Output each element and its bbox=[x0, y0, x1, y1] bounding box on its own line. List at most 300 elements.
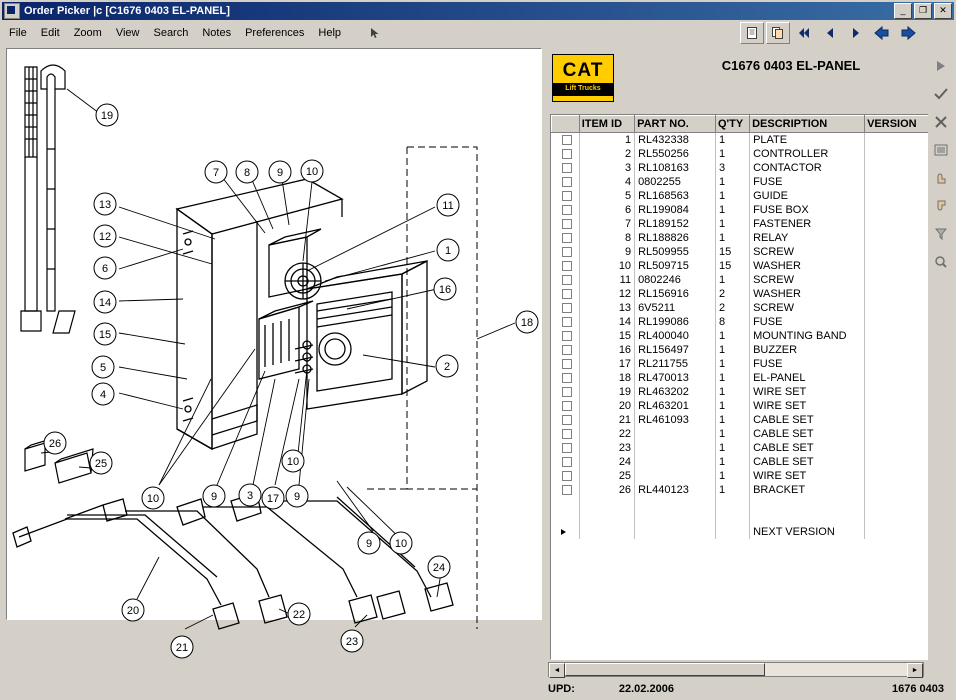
cell-description: SCREW bbox=[750, 301, 865, 315]
svg-text:10: 10 bbox=[286, 456, 300, 468]
parts-diagram bbox=[7, 49, 541, 654]
svg-text:13: 13 bbox=[98, 199, 112, 211]
svg-text:7: 7 bbox=[212, 167, 220, 179]
cell-version bbox=[865, 287, 929, 301]
svg-text:3: 3 bbox=[246, 490, 254, 502]
cell-description: CONTROLLER bbox=[750, 147, 865, 161]
cell-version bbox=[865, 315, 929, 329]
cell-part-no: RL199084 bbox=[635, 203, 716, 217]
table-row[interactable] bbox=[552, 203, 929, 217]
row-select-checkbox[interactable] bbox=[552, 427, 580, 441]
parts-list-pane bbox=[546, 46, 928, 680]
cell-item-id: 6 bbox=[579, 203, 634, 217]
row-select-checkbox[interactable] bbox=[552, 133, 580, 148]
parts-table bbox=[551, 115, 929, 539]
menu-item-preferences[interactable]: Preferences bbox=[245, 27, 305, 39]
status-update-date: 22.02.2006 bbox=[618, 683, 674, 695]
cell-item-id: 25 bbox=[579, 469, 634, 483]
table-row[interactable] bbox=[552, 357, 929, 371]
cell-description: FUSE bbox=[750, 175, 865, 189]
cell-description: FUSE bbox=[750, 357, 865, 371]
svg-text:25: 25 bbox=[94, 458, 108, 470]
svg-text:16: 16 bbox=[438, 284, 452, 296]
svg-text:17: 17 bbox=[266, 493, 280, 505]
cell-description: CABLE SET bbox=[750, 413, 865, 427]
cell-part-no: RL461093 bbox=[635, 413, 716, 427]
document-toolbar bbox=[440, 22, 954, 44]
cancel-button[interactable] bbox=[930, 112, 952, 132]
cell-description: MOUNTING BAND bbox=[750, 329, 865, 343]
cell-version bbox=[865, 357, 929, 371]
status-bar bbox=[546, 680, 954, 698]
checkbox-icon[interactable] bbox=[562, 275, 572, 285]
cell-qty: 1 bbox=[716, 357, 750, 371]
svg-text:6: 6 bbox=[101, 263, 109, 275]
parts-table-body bbox=[552, 133, 929, 540]
cell-part-no: RL463201 bbox=[635, 399, 716, 413]
checkbox-icon[interactable] bbox=[562, 219, 572, 229]
svg-text:9: 9 bbox=[210, 491, 218, 503]
scroll-right-button[interactable]: ► bbox=[907, 663, 923, 678]
cell-part-no: RL156497 bbox=[635, 343, 716, 357]
cell-description: FUSE BOX bbox=[750, 203, 865, 217]
menu-item-edit[interactable]: Edit bbox=[40, 27, 60, 39]
table-row[interactable] bbox=[552, 371, 929, 385]
cell-version bbox=[865, 217, 929, 231]
hand-up-button[interactable] bbox=[930, 168, 952, 188]
table-row[interactable] bbox=[552, 483, 929, 497]
diagram-pane[interactable] bbox=[6, 48, 542, 654]
cell-item-id: 4 bbox=[579, 175, 634, 189]
cell-qty: 1 bbox=[716, 413, 750, 427]
cell-item-id: 8 bbox=[579, 231, 634, 245]
svg-text:10: 10 bbox=[305, 166, 319, 178]
cell-version bbox=[865, 273, 929, 287]
checkbox-icon[interactable] bbox=[562, 415, 572, 425]
checkbox-icon[interactable] bbox=[562, 485, 572, 495]
cell-description: WASHER bbox=[750, 259, 865, 273]
column-header-part-no[interactable]: PART NO. bbox=[635, 116, 716, 133]
back-button[interactable] bbox=[870, 22, 894, 44]
cell-item-id: 20 bbox=[579, 399, 634, 413]
cell-version bbox=[865, 455, 929, 469]
row-select-checkbox[interactable] bbox=[552, 259, 580, 273]
cell-version bbox=[865, 371, 929, 385]
svg-text:10: 10 bbox=[146, 493, 160, 505]
svg-text:4: 4 bbox=[99, 389, 107, 401]
cell-item-id: 15 bbox=[579, 329, 634, 343]
cell-version bbox=[865, 399, 929, 413]
cell-version bbox=[865, 161, 929, 175]
table-row[interactable] bbox=[552, 399, 929, 413]
cell-part-no bbox=[635, 441, 716, 455]
maximize-button[interactable]: ❐ bbox=[914, 3, 932, 19]
cell-item-id: 21 bbox=[579, 413, 634, 427]
cell-version bbox=[865, 245, 929, 259]
cell-item-id: 1 bbox=[579, 133, 634, 148]
cell-qty: 1 bbox=[716, 231, 750, 245]
row-select-checkbox[interactable] bbox=[552, 147, 580, 161]
table-row[interactable] bbox=[552, 133, 929, 148]
cell-part-no: 6V5211 bbox=[635, 301, 716, 315]
cell-version bbox=[865, 329, 929, 343]
close-button[interactable]: ✕ bbox=[934, 3, 952, 19]
row-select-checkbox[interactable] bbox=[552, 161, 580, 175]
table-row[interactable] bbox=[552, 385, 929, 399]
row-select-checkbox[interactable] bbox=[552, 413, 580, 427]
cell-description: SCREW bbox=[750, 273, 865, 287]
checkbox-icon[interactable] bbox=[562, 163, 572, 173]
cell-qty: 1 bbox=[716, 273, 750, 287]
table-row[interactable] bbox=[552, 231, 929, 245]
cell-description: GUIDE bbox=[750, 189, 865, 203]
checkbox-icon[interactable] bbox=[562, 261, 572, 271]
cell-part-no: RL509955 bbox=[635, 245, 716, 259]
magnifier-button[interactable] bbox=[930, 252, 952, 272]
table-row[interactable] bbox=[552, 175, 929, 189]
table-row[interactable] bbox=[552, 147, 929, 161]
checkbox-icon[interactable] bbox=[562, 331, 572, 341]
checkbox-icon[interactable] bbox=[562, 345, 572, 355]
cell-next-version: NEXT VERSION bbox=[750, 525, 865, 539]
cell-item-id: 9 bbox=[579, 245, 634, 259]
cell-qty: 1 bbox=[716, 175, 750, 189]
scroll-track[interactable] bbox=[565, 663, 907, 676]
cell-version bbox=[865, 301, 929, 315]
minimize-button[interactable]: _ bbox=[894, 3, 912, 19]
cell-item-id: 22 bbox=[579, 427, 634, 441]
cell-item-id: 5 bbox=[579, 189, 634, 203]
checkbox-icon[interactable] bbox=[562, 205, 572, 215]
svg-text:14: 14 bbox=[98, 297, 112, 309]
cell-qty: 8 bbox=[716, 315, 750, 329]
column-header-item-id[interactable]: ITEM ID bbox=[579, 116, 634, 133]
cell-version bbox=[865, 385, 929, 399]
cell-qty: 1 bbox=[716, 441, 750, 455]
svg-text:11: 11 bbox=[442, 200, 454, 212]
cell-qty: 3 bbox=[716, 161, 750, 175]
checkbox-icon[interactable] bbox=[562, 429, 572, 439]
cell-description: CABLE SET bbox=[750, 441, 865, 455]
hand-down-button[interactable] bbox=[930, 196, 952, 216]
cell-version bbox=[865, 441, 929, 455]
table-spacer-row bbox=[552, 511, 929, 525]
status-update-label: UPD: bbox=[548, 683, 575, 695]
table-row[interactable] bbox=[552, 427, 929, 441]
cell-qty: 1 bbox=[716, 371, 750, 385]
column-header-select[interactable] bbox=[552, 116, 580, 133]
cell-empty bbox=[635, 525, 716, 539]
menu-item-view[interactable]: View bbox=[115, 27, 140, 39]
table-row[interactable] bbox=[552, 301, 929, 315]
checkbox-icon[interactable] bbox=[562, 303, 572, 313]
cell-item-id: 19 bbox=[579, 385, 634, 399]
row-select-checkbox[interactable] bbox=[552, 483, 580, 497]
cell-version bbox=[865, 343, 929, 357]
cell-description: FASTENER bbox=[750, 217, 865, 231]
cell-part-no: RL108163 bbox=[635, 161, 716, 175]
checkbox-icon[interactable] bbox=[562, 317, 572, 327]
cell-qty: 1 bbox=[716, 203, 750, 217]
cell-qty: 15 bbox=[716, 245, 750, 259]
svg-text:23: 23 bbox=[345, 636, 359, 648]
table-row[interactable] bbox=[552, 245, 929, 259]
row-select-checkbox[interactable] bbox=[552, 385, 580, 399]
table-row[interactable] bbox=[552, 343, 929, 357]
svg-text:19: 19 bbox=[100, 110, 114, 122]
parts-table-container[interactable] bbox=[550, 114, 930, 660]
menu-item-help[interactable]: Help bbox=[318, 27, 342, 39]
row-select-checkbox[interactable] bbox=[552, 357, 580, 371]
menu-item-zoom[interactable]: Zoom bbox=[73, 27, 102, 39]
cell-version bbox=[865, 469, 929, 483]
status-document-code: 1676 0403 bbox=[892, 683, 944, 695]
menu-item-search[interactable]: Search bbox=[153, 27, 189, 39]
svg-text:15: 15 bbox=[98, 329, 112, 341]
cell-item-id: 17 bbox=[579, 357, 634, 371]
checkbox-icon[interactable] bbox=[562, 233, 572, 243]
cell-version bbox=[865, 483, 929, 497]
checkbox-icon[interactable] bbox=[562, 289, 572, 299]
cell-qty: 1 bbox=[716, 399, 750, 413]
cell-part-no: RL440123 bbox=[635, 483, 716, 497]
table-spacer-row bbox=[552, 497, 929, 511]
cell-qty: 1 bbox=[716, 385, 750, 399]
cell-empty bbox=[865, 525, 929, 539]
cell-qty: 1 bbox=[716, 217, 750, 231]
cell-part-no: RL211755 bbox=[635, 357, 716, 371]
table-row[interactable] bbox=[552, 161, 929, 175]
table-row[interactable] bbox=[552, 329, 929, 343]
confirm-button[interactable] bbox=[930, 84, 952, 104]
row-select-checkbox[interactable] bbox=[552, 315, 580, 329]
cell-description: WIRE SET bbox=[750, 385, 865, 399]
svg-text:10: 10 bbox=[394, 538, 408, 550]
forward-button[interactable] bbox=[896, 22, 920, 44]
cell-description: BUZZER bbox=[750, 343, 865, 357]
cell-part-no bbox=[635, 455, 716, 469]
svg-text:24: 24 bbox=[432, 562, 446, 574]
cell-part-no: RL470013 bbox=[635, 371, 716, 385]
svg-text:12: 12 bbox=[98, 231, 112, 243]
previous-page-button[interactable] bbox=[818, 22, 842, 44]
cell-description: WIRE SET bbox=[750, 469, 865, 483]
row-select-checkbox[interactable] bbox=[552, 175, 580, 189]
table-row[interactable] bbox=[552, 455, 929, 469]
row-select-checkbox[interactable] bbox=[552, 231, 580, 245]
cell-item-id: 16 bbox=[579, 343, 634, 357]
row-select-checkbox[interactable] bbox=[552, 287, 580, 301]
cell-part-no: 0802255 bbox=[635, 175, 716, 189]
table-row[interactable] bbox=[552, 441, 929, 455]
table-row[interactable] bbox=[552, 217, 929, 231]
copy-document-button[interactable] bbox=[766, 22, 790, 44]
cell-version bbox=[865, 259, 929, 273]
window-title: Order Picker |c [C1676 0403 EL-PANEL] bbox=[24, 5, 230, 17]
application-icon bbox=[4, 3, 20, 19]
list-button[interactable] bbox=[930, 140, 952, 160]
checkbox-icon[interactable] bbox=[562, 471, 572, 481]
svg-text:22: 22 bbox=[292, 609, 306, 621]
cell-qty: 1 bbox=[716, 147, 750, 161]
cell-part-no: RL509715 bbox=[635, 259, 716, 273]
svg-text:26: 26 bbox=[48, 438, 62, 450]
pointer-tool-button[interactable] bbox=[364, 23, 386, 43]
column-header-description[interactable]: DESCRIPTION bbox=[750, 116, 865, 133]
row-select-checkbox[interactable] bbox=[552, 399, 580, 413]
table-row[interactable] bbox=[552, 273, 929, 287]
cell-empty bbox=[716, 525, 750, 539]
svg-text:9: 9 bbox=[365, 538, 373, 550]
cell-qty: 2 bbox=[716, 301, 750, 315]
table-row[interactable] bbox=[552, 315, 929, 329]
cell-item-id: 18 bbox=[579, 371, 634, 385]
cell-description: CABLE SET bbox=[750, 455, 865, 469]
cell-part-no: RL199086 bbox=[635, 315, 716, 329]
checkbox-icon[interactable] bbox=[562, 247, 572, 257]
row-select-checkbox[interactable] bbox=[552, 217, 580, 231]
cell-version bbox=[865, 231, 929, 245]
checkbox-icon[interactable] bbox=[562, 177, 572, 187]
checkbox-icon[interactable] bbox=[562, 401, 572, 411]
cell-description: EL-PANEL bbox=[750, 371, 865, 385]
document-header: C1676 0403 EL-PANEL bbox=[721, 58, 861, 73]
svg-text:1: 1 bbox=[444, 245, 452, 257]
cell-qty: 1 bbox=[716, 133, 750, 148]
cell-version bbox=[865, 133, 929, 148]
cell-qty: 1 bbox=[716, 343, 750, 357]
first-page-button[interactable] bbox=[792, 22, 816, 44]
current-row-marker bbox=[552, 525, 580, 539]
new-document-button[interactable] bbox=[740, 22, 764, 44]
cell-description: CONTACTOR bbox=[750, 161, 865, 175]
table-row[interactable] bbox=[552, 469, 929, 483]
parts-table-hscrollbar[interactable] bbox=[548, 662, 924, 677]
cell-item-id: 13 bbox=[579, 301, 634, 315]
play-button[interactable] bbox=[930, 56, 952, 76]
cell-version bbox=[865, 147, 929, 161]
cell-part-no: 0802246 bbox=[635, 273, 716, 287]
cell-part-no: RL550256 bbox=[635, 147, 716, 161]
cell-description: FUSE bbox=[750, 315, 865, 329]
checkbox-icon[interactable] bbox=[562, 149, 572, 159]
row-select-checkbox[interactable] bbox=[552, 343, 580, 357]
cell-version bbox=[865, 189, 929, 203]
cell-item-id: 24 bbox=[579, 455, 634, 469]
menu-item-notes[interactable]: Notes bbox=[202, 27, 232, 39]
cell-description: WASHER bbox=[750, 287, 865, 301]
cell-description: RELAY bbox=[750, 231, 865, 245]
row-select-checkbox[interactable] bbox=[552, 441, 580, 455]
table-row[interactable] bbox=[552, 287, 929, 301]
checkbox-icon[interactable] bbox=[562, 443, 572, 453]
checkbox-icon[interactable] bbox=[562, 191, 572, 201]
cell-description: PLATE bbox=[750, 133, 865, 148]
triangle-right-icon bbox=[561, 529, 566, 535]
svg-text:5: 5 bbox=[99, 362, 107, 374]
cell-qty: 1 bbox=[716, 469, 750, 483]
cell-part-no bbox=[635, 427, 716, 441]
table-row[interactable] bbox=[552, 189, 929, 203]
cell-item-id: 11 bbox=[579, 273, 634, 287]
cell-part-no bbox=[635, 469, 716, 483]
row-select-checkbox[interactable] bbox=[552, 371, 580, 385]
checkbox-icon[interactable] bbox=[562, 387, 572, 397]
cell-part-no: RL432338 bbox=[635, 133, 716, 148]
svg-text:9: 9 bbox=[276, 167, 284, 179]
cell-part-no: RL156916 bbox=[635, 287, 716, 301]
row-select-checkbox[interactable] bbox=[552, 455, 580, 469]
checkbox-icon[interactable] bbox=[562, 457, 572, 467]
cell-qty: 1 bbox=[716, 455, 750, 469]
table-header-row bbox=[552, 116, 929, 133]
cat-logo bbox=[552, 54, 614, 102]
row-select-checkbox[interactable] bbox=[552, 189, 580, 203]
cell-version bbox=[865, 175, 929, 189]
cell-item-id: 14 bbox=[579, 315, 634, 329]
cell-item-id: 7 bbox=[579, 217, 634, 231]
row-select-checkbox[interactable] bbox=[552, 301, 580, 315]
row-select-checkbox[interactable] bbox=[552, 469, 580, 483]
svg-text:21: 21 bbox=[175, 642, 189, 654]
cell-qty: 1 bbox=[716, 483, 750, 497]
checkbox-icon[interactable] bbox=[562, 135, 572, 145]
menu-item-file[interactable]: File bbox=[9, 27, 27, 39]
next-page-button[interactable] bbox=[844, 22, 868, 44]
scroll-thumb[interactable] bbox=[565, 663, 765, 676]
checkbox-icon[interactable] bbox=[562, 359, 572, 369]
svg-text:8: 8 bbox=[243, 167, 251, 179]
row-select-checkbox[interactable] bbox=[552, 203, 580, 217]
cell-item-id: 10 bbox=[579, 259, 634, 273]
svg-text:18: 18 bbox=[520, 317, 534, 329]
window-controls bbox=[894, 3, 952, 19]
cell-description: WIRE SET bbox=[750, 399, 865, 413]
cell-qty: 1 bbox=[716, 427, 750, 441]
cell-qty: 2 bbox=[716, 287, 750, 301]
row-select-checkbox[interactable] bbox=[552, 329, 580, 343]
column-header-version[interactable]: VERSION bbox=[865, 116, 929, 133]
cell-item-id: 23 bbox=[579, 441, 634, 455]
table-row[interactable] bbox=[552, 413, 929, 427]
scroll-left-button[interactable]: ◄ bbox=[549, 663, 565, 678]
cell-empty bbox=[579, 525, 634, 539]
title-bar bbox=[2, 2, 954, 20]
cell-item-id: 3 bbox=[579, 161, 634, 175]
cell-qty: 1 bbox=[716, 329, 750, 343]
table-row[interactable] bbox=[552, 259, 929, 273]
cell-part-no: RL188826 bbox=[635, 231, 716, 245]
row-select-checkbox[interactable] bbox=[552, 273, 580, 287]
cell-qty: 1 bbox=[716, 189, 750, 203]
cat-logo-word: CAT bbox=[562, 59, 604, 81]
next-version-row[interactable] bbox=[552, 525, 929, 539]
checkbox-icon[interactable] bbox=[562, 373, 572, 383]
svg-text:9: 9 bbox=[293, 491, 301, 503]
cell-qty: 15 bbox=[716, 259, 750, 273]
filter-button[interactable] bbox=[930, 224, 952, 244]
cell-description: BRACKET bbox=[750, 483, 865, 497]
cell-part-no: RL463202 bbox=[635, 385, 716, 399]
svg-text:20: 20 bbox=[126, 605, 140, 617]
row-select-checkbox[interactable] bbox=[552, 245, 580, 259]
cell-item-id: 2 bbox=[579, 147, 634, 161]
cell-description: CABLE SET bbox=[750, 427, 865, 441]
cell-description: SCREW bbox=[750, 245, 865, 259]
cell-version bbox=[865, 413, 929, 427]
cell-version bbox=[865, 203, 929, 217]
column-header-qty[interactable]: Q'TY bbox=[716, 116, 750, 133]
